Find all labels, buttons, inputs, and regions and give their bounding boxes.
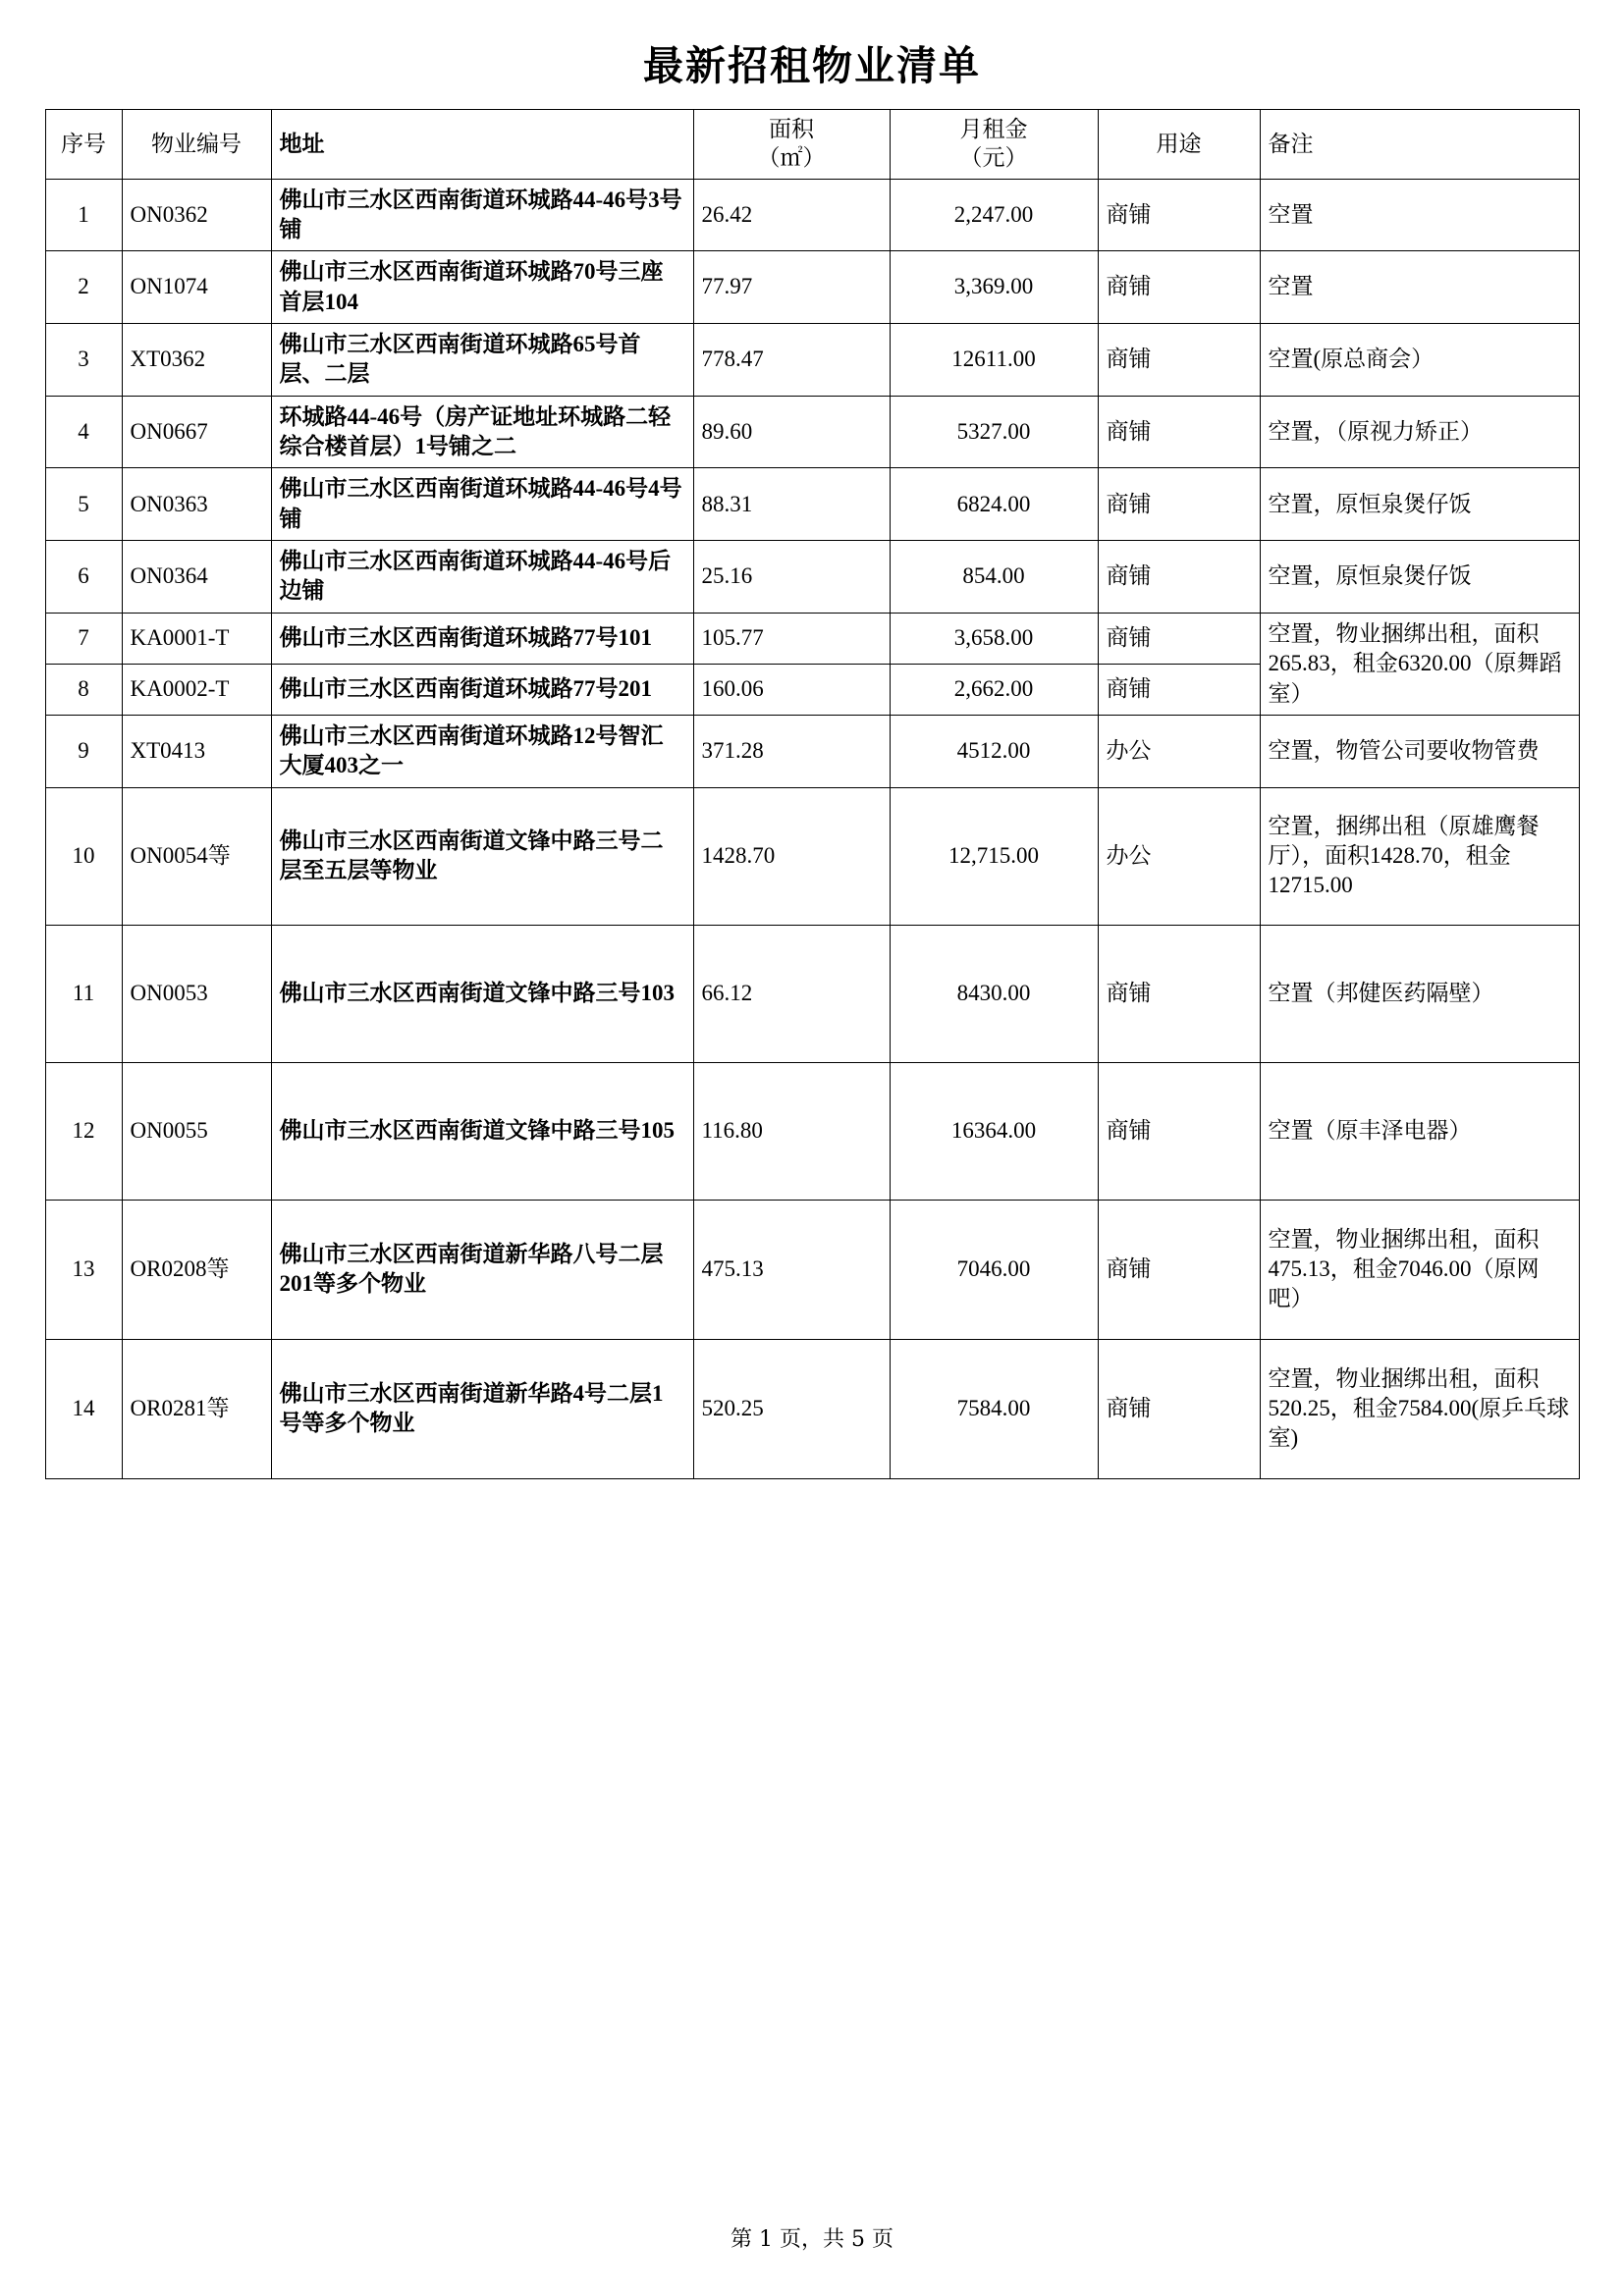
cell-usage: 商铺 <box>1098 541 1260 614</box>
table-row <box>45 251 1579 324</box>
cell-usage: 商铺 <box>1098 396 1260 468</box>
cell-note: 空置，捆绑出租（原雄鹰餐厅），面积1428.70，租金12715.00 <box>1260 787 1579 925</box>
cell-index: 8 <box>45 664 122 715</box>
cell-index: 12 <box>45 1062 122 1200</box>
cell-address: 佛山市三水区西南街道文锋中路三号二层至五层等物业 <box>271 787 693 925</box>
cell-code: ON0667 <box>122 396 271 468</box>
cell-area: 77.97 <box>693 251 890 324</box>
cell-code: ON0363 <box>122 468 271 541</box>
cell-area: 520.25 <box>693 1339 890 1478</box>
cell-area: 88.31 <box>693 468 890 541</box>
cell-rent: 8430.00 <box>890 925 1098 1062</box>
table-row <box>45 1062 1579 1200</box>
cell-usage: 商铺 <box>1098 1062 1260 1200</box>
cell-note: 空置，物业捆绑出租，面积265.83，租金6320.00（原舞蹈室） <box>1260 613 1579 715</box>
cell-area: 1428.70 <box>693 787 890 925</box>
cell-area: 25.16 <box>693 541 890 614</box>
column-header-rent-line2: （元） <box>959 144 1028 170</box>
cell-rent: 7584.00 <box>890 1339 1098 1478</box>
cell-note: 空置，（原视力矫正） <box>1260 396 1579 468</box>
cell-index: 2 <box>45 251 122 324</box>
table-header <box>45 110 1579 180</box>
page-title: 最新招租物业清单 <box>643 42 981 89</box>
cell-area: 26.42 <box>693 179 890 251</box>
cell-code: ON0055 <box>122 1062 271 1200</box>
column-header-rent <box>890 110 1098 180</box>
cell-rent: 6824.00 <box>890 468 1098 541</box>
table-row <box>45 1339 1579 1478</box>
table-row <box>45 787 1579 925</box>
cell-usage: 商铺 <box>1098 925 1260 1062</box>
cell-address: 佛山市三水区西南街道环城路70号三座首层104 <box>271 251 693 324</box>
cell-code: OR0281等 <box>122 1339 271 1478</box>
table-row <box>45 541 1579 614</box>
cell-rent: 854.00 <box>890 541 1098 614</box>
cell-index: 1 <box>45 179 122 251</box>
cell-area: 116.80 <box>693 1062 890 1200</box>
cell-code: ON0053 <box>122 925 271 1062</box>
cell-rent: 2,662.00 <box>890 664 1098 715</box>
column-header-usage: 用途 <box>1098 110 1260 180</box>
cell-note: 空置，原恒泉煲仔饭 <box>1260 541 1579 614</box>
column-header-area <box>693 110 890 180</box>
cell-address: 佛山市三水区西南街道环城路65号首层、二层 <box>271 323 693 396</box>
cell-usage: 商铺 <box>1098 179 1260 251</box>
cell-code: KA0001-T <box>122 613 271 664</box>
cell-rent: 12,715.00 <box>890 787 1098 925</box>
cell-usage: 办公 <box>1098 787 1260 925</box>
table-row <box>45 179 1579 251</box>
page-footer: 第 1 页，共 5 页 <box>731 2227 893 2252</box>
cell-note: 空置，物业捆绑出租，面积475.13，租金7046.00（原网吧） <box>1260 1200 1579 1339</box>
cell-code: ON0362 <box>122 179 271 251</box>
cell-rent: 12611.00 <box>890 323 1098 396</box>
column-header-area-line1: 面积 <box>769 117 814 141</box>
cell-usage: 商铺 <box>1098 323 1260 396</box>
table-row <box>45 925 1579 1062</box>
cell-address: 环城路44-46号（房产证地址环城路二轻综合楼首层）1号铺之二 <box>271 396 693 468</box>
cell-rent: 5327.00 <box>890 396 1098 468</box>
cell-usage: 商铺 <box>1098 664 1260 715</box>
cell-area: 371.28 <box>693 715 890 787</box>
cell-rent: 16364.00 <box>890 1062 1098 1200</box>
table-row <box>45 715 1579 787</box>
cell-address: 佛山市三水区西南街道新华路八号二层201等多个物业 <box>271 1200 693 1339</box>
cell-index: 3 <box>45 323 122 396</box>
table-row <box>45 323 1579 396</box>
column-header-address: 地址 <box>271 110 693 180</box>
cell-usage: 商铺 <box>1098 468 1260 541</box>
table-row <box>45 396 1579 468</box>
cell-note: 空置，物管公司要收物管费 <box>1260 715 1579 787</box>
table-row <box>45 1200 1579 1339</box>
cell-usage: 办公 <box>1098 715 1260 787</box>
table-row <box>45 613 1579 664</box>
cell-code: OR0208等 <box>122 1200 271 1339</box>
column-header-rent-line1: 月租金 <box>959 117 1028 141</box>
cell-code: ON0364 <box>122 541 271 614</box>
cell-rent: 2,247.00 <box>890 179 1098 251</box>
cell-rent: 3,369.00 <box>890 251 1098 324</box>
cell-index: 5 <box>45 468 122 541</box>
cell-rent: 4512.00 <box>890 715 1098 787</box>
cell-usage: 商铺 <box>1098 251 1260 324</box>
cell-area: 778.47 <box>693 323 890 396</box>
column-header-code: 物业编号 <box>122 110 271 180</box>
cell-address: 佛山市三水区西南街道环城路44-46号4号铺 <box>271 468 693 541</box>
cell-code: ON1074 <box>122 251 271 324</box>
cell-index: 13 <box>45 1200 122 1339</box>
cell-index: 11 <box>45 925 122 1062</box>
column-header-area-line2: （㎡） <box>757 144 826 170</box>
property-listing-table <box>45 109 1580 1479</box>
cell-address: 佛山市三水区西南街道文锋中路三号105 <box>271 1062 693 1200</box>
cell-code: XT0413 <box>122 715 271 787</box>
cell-index: 4 <box>45 396 122 468</box>
cell-address: 佛山市三水区西南街道环城路44-46号后边铺 <box>271 541 693 614</box>
cell-area: 89.60 <box>693 396 890 468</box>
cell-code: KA0002-T <box>122 664 271 715</box>
cell-address: 佛山市三水区西南街道新华路4号二层1号等多个物业 <box>271 1339 693 1478</box>
cell-address: 佛山市三水区西南街道环城路12号智汇大厦403之一 <box>271 715 693 787</box>
cell-note: 空置 <box>1260 251 1579 324</box>
cell-index: 7 <box>45 613 122 664</box>
cell-rent: 3,658.00 <box>890 613 1098 664</box>
cell-area: 160.06 <box>693 664 890 715</box>
table-header-row <box>45 110 1579 180</box>
cell-note: 空置(原总商会） <box>1260 323 1579 396</box>
table-body <box>45 179 1579 1478</box>
cell-code: ON0054等 <box>122 787 271 925</box>
cell-address: 佛山市三水区西南街道环城路77号201 <box>271 664 693 715</box>
cell-area: 66.12 <box>693 925 890 1062</box>
column-header-index: 序号 <box>45 110 122 180</box>
cell-note: 空置，物业捆绑出租，面积520.25，租金7584.00(原乒乓球室) <box>1260 1339 1579 1478</box>
cell-code: XT0362 <box>122 323 271 396</box>
cell-usage: 商铺 <box>1098 1200 1260 1339</box>
cell-area: 105.77 <box>693 613 890 664</box>
column-header-note: 备注 <box>1260 110 1579 180</box>
cell-usage: 商铺 <box>1098 613 1260 664</box>
cell-index: 9 <box>45 715 122 787</box>
cell-address: 佛山市三水区西南街道环城路44-46号3号铺 <box>271 179 693 251</box>
cell-index: 10 <box>45 787 122 925</box>
cell-note: 空置 <box>1260 179 1579 251</box>
cell-index: 6 <box>45 541 122 614</box>
cell-address: 佛山市三水区西南街道环城路77号101 <box>271 613 693 664</box>
cell-rent: 7046.00 <box>890 1200 1098 1339</box>
cell-index: 14 <box>45 1339 122 1478</box>
cell-note: 空置（原丰泽电器） <box>1260 1062 1579 1200</box>
cell-note: 空置（邦健医药隔壁） <box>1260 925 1579 1062</box>
cell-address: 佛山市三水区西南街道文锋中路三号103 <box>271 925 693 1062</box>
table-row <box>45 468 1579 541</box>
cell-area: 475.13 <box>693 1200 890 1339</box>
cell-note: 空置，原恒泉煲仔饭 <box>1260 468 1579 541</box>
cell-usage: 商铺 <box>1098 1339 1260 1478</box>
